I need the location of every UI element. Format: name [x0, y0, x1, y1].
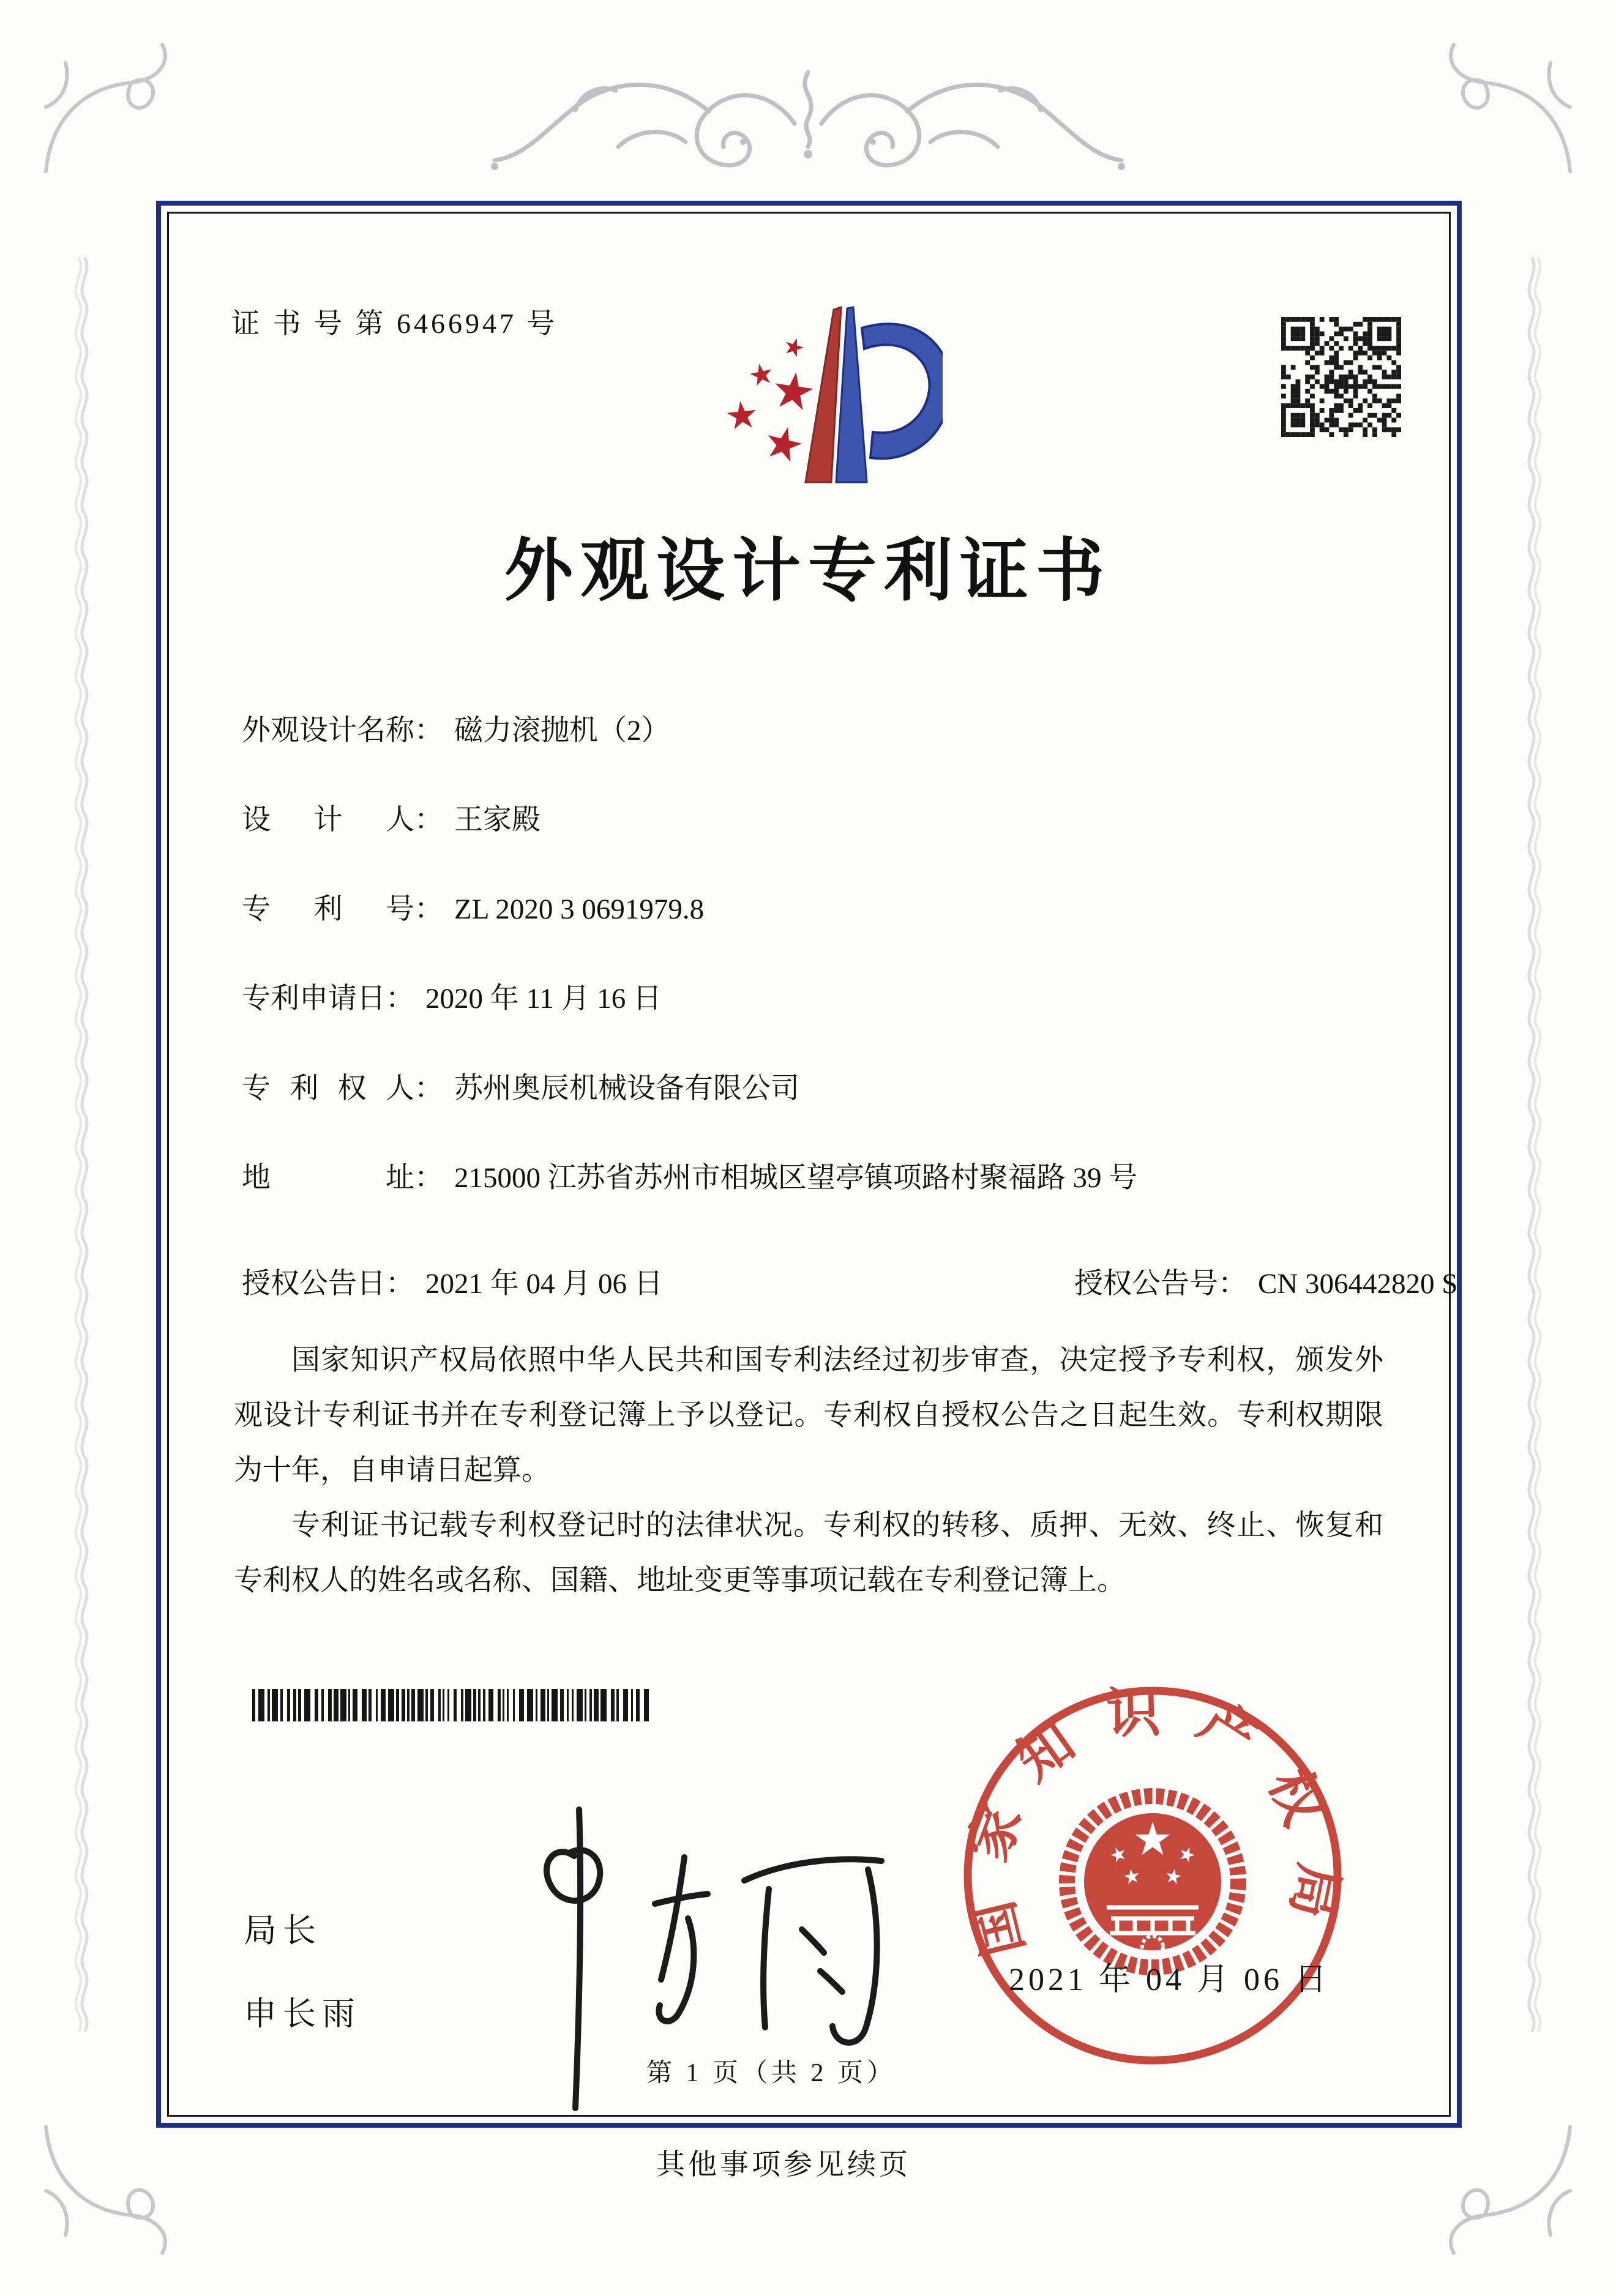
field-label: 设计人 — [242, 804, 414, 836]
corner-ornament-bottom-right — [1435, 2117, 1582, 2264]
field-label: 专利申请日 — [242, 983, 386, 1015]
legal-paragraph-1: 国家知识产权局依照中华人民共和国专利法经过初步审查，决定授予专利权，颁发外观设计专利证书并在专利登记簿上予以登记。专利权自授权公告之日起生效。专利权期限为十年，自申请日起算。 — [234, 1344, 1383, 1486]
grant-date-value: 2021 年 04 月 06 日 — [425, 1268, 663, 1300]
field-label: 专利权人 — [242, 1073, 414, 1105]
field-label: 地址 — [242, 1162, 414, 1194]
director-signature — [501, 1784, 899, 2117]
qr-code — [1281, 317, 1401, 437]
legal-paragraph-2: 专利证书记载专利权登记时的法律状况。专利权的转移、质押、无效、终止、恢复和专利权人的姓名或名称、国籍、地址变更等事项记载在专利登记簿上。 — [234, 1510, 1383, 1597]
field-patent-number: 专利号： ZL 2020 3 0691979.8 — [242, 886, 704, 927]
field-value: 2020 年 11 月 16 日 — [425, 983, 662, 1015]
field-label: 专利号 — [242, 893, 414, 925]
top-ornament-band — [484, 55, 1132, 199]
corner-ornament-bottom-left — [34, 2117, 181, 2264]
grant-date-label: 授权公告日 — [242, 1268, 386, 1300]
field-grant-row: 授权公告日： 2021 年 04 月 06 日 授权公告号： CN 306442820 S — [242, 1261, 663, 1302]
field-value: 苏州奥辰机械设备有限公司 — [454, 1073, 799, 1105]
grant-number-label: 授权公告号 — [1074, 1268, 1218, 1300]
grant-number-group: 授权公告号： CN 306442820 S — [1074, 1268, 1458, 1300]
field-value: 215000 江苏省苏州市相城区望亭镇项路村聚福路 39 号 — [454, 1162, 1138, 1194]
continuation-note: 其他事项参见续页 — [656, 2149, 911, 2181]
field-value: 王家殿 — [454, 804, 541, 836]
barcode — [252, 1689, 654, 1721]
official-seal — [957, 1680, 1349, 2071]
field-patentee: 专利权人： 苏州奥辰机械设备有限公司 — [242, 1065, 799, 1106]
field-designer: 设计人： 王家殿 — [242, 797, 541, 838]
certificate-title: 外观设计专利证书 — [504, 534, 1112, 609]
seal-date: 2021 年 04 月 06 日 — [1009, 1962, 1331, 1997]
field-address: 地址： 215000 江苏省苏州市相城区望亭镇项路村聚福路 39 号 — [242, 1155, 1137, 1196]
field-value: ZL 2020 3 0691979.8 — [454, 893, 705, 925]
field-filing-date: 专利申请日： 2020 年 11 月 16 日 — [242, 975, 662, 1016]
field-value: 磁力滚抛机（2） — [454, 715, 670, 747]
field-design-name: 外观设计名称： 磁力滚抛机（2） — [242, 707, 670, 748]
certificate-number: 证 书 号 第 6466947 号 — [231, 308, 558, 339]
field-label: 外观设计名称 — [242, 715, 414, 747]
page-number: 第 1 页（共 2 页） — [646, 2059, 896, 2087]
corner-ornament-top-right — [1435, 34, 1582, 181]
director-name: 申长雨 — [244, 1996, 361, 2032]
corner-ornament-top-left — [34, 34, 181, 181]
svg-text:国家知识产权局: 国家知识产权局 — [957, 1683, 1349, 1962]
cnipa-logo-icon — [673, 269, 943, 502]
legal-text — [234, 1333, 1383, 1608]
director-title: 局长 — [244, 1912, 322, 1949]
grant-number-value: CN 306442820 S — [1258, 1268, 1458, 1300]
